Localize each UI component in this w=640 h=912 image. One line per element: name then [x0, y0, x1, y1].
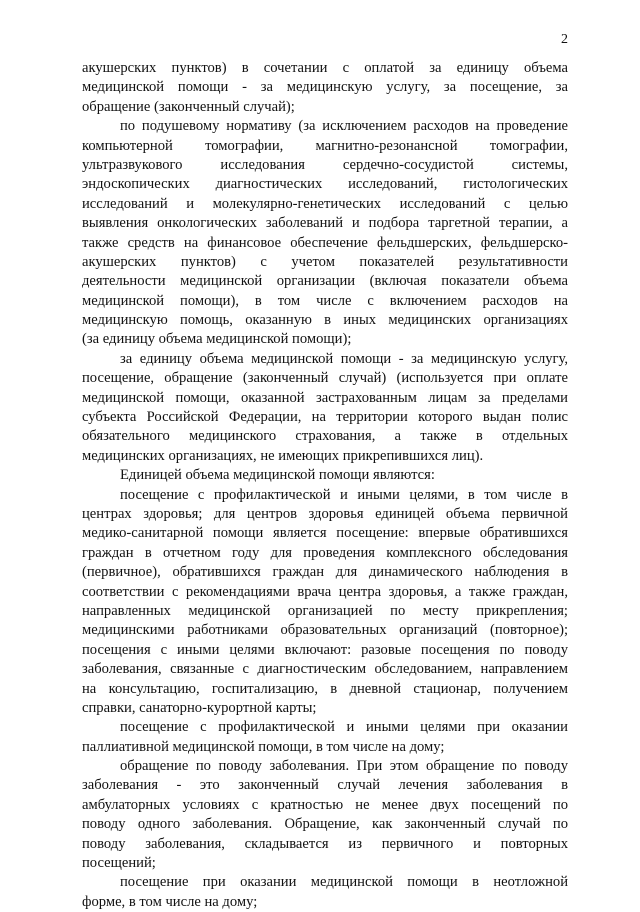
text-line: акушерских пунктов) с учетом показателей результативности: [82, 253, 568, 270]
text-line: посещения с иными целями включают: разовые посещения по поводу: [82, 641, 568, 658]
text-line: ультразвукового исследования сердечно-сосудистой системы,: [82, 156, 568, 173]
text-line: медицинскую помощь, оказанную в иных медицинских организациях: [82, 312, 568, 329]
text-line: справки, санаторно-курортной карты;: [82, 699, 317, 716]
text-line: обращение по поводу заболевания. При этом обращение по поводу: [120, 758, 568, 775]
text-line: деятельности медицинской организации (включая показатели объема: [82, 273, 568, 290]
text-line: медицинских организациях, не имеющих прикрепившихся лиц).: [82, 447, 484, 464]
text-line: поводу заболевания, складывается из первичного и повторных: [82, 835, 568, 852]
text-line: форме, в том числе на дому;: [82, 893, 258, 910]
text-line: соответствии с рекомендациями врача центра здоровья, а также граждан,: [82, 583, 568, 600]
text-line: эндоскопических диагностических исследований, гистологических: [82, 176, 568, 193]
text-line: исследований и молекулярно-генетических исследований с целью: [82, 195, 568, 212]
text-line: Единицей объема медицинской помощи являются:: [120, 467, 435, 484]
text-line: выявления онкологических заболеваний и подбора таргетной терапии, а: [82, 215, 568, 232]
text-line: по подушевому нормативу (за исключением расходов на проведение: [120, 118, 568, 135]
text-line: также средств на финансовое обеспечение фельдшерских, фельдшерско-: [82, 234, 568, 251]
text-line: медицинской помощи, оказанной застрахованным лицам за пределами: [82, 389, 568, 406]
text-line: обращение (законченный случай);: [82, 98, 295, 115]
text-line: субъекта Российской Федерации, на территории которого выдан полис: [82, 409, 568, 426]
text-line: поводу одного заболевания. Обращение, как законченный случай по: [82, 816, 568, 833]
text-line: (первичное), обратившихся граждан для динамического наблюдения в: [82, 564, 568, 581]
text-line: центрах здоровья; для центров здоровья единицей объема первичной: [82, 505, 568, 522]
text-line: за единицу объема медицинской помощи - за медицинскую услугу,: [120, 350, 568, 367]
document-body: [82, 59, 568, 912]
text-line: посещение, обращение (законченный случай) (используется при оплате: [82, 370, 568, 387]
text-line: компьютерной томографии, магнитно-резонансной томографии,: [82, 137, 568, 154]
text-line: акушерских пунктов) в сочетании с оплатой за единицу объема: [82, 60, 568, 76]
text-line: посещение с профилактической и иными целями, в том числе в: [120, 486, 568, 503]
text-line: посещений;: [82, 855, 156, 872]
text-line: паллиативной медицинской помощи, в том числе на дому;: [82, 738, 445, 755]
text-line: обязательного медицинского страхования, а также в отдельных: [82, 428, 568, 445]
text-line: посещение при оказании медицинской помощи в неотложной: [120, 874, 568, 891]
text-line: амбулаторных условиях с кратностью не менее двух посещений по: [82, 796, 568, 813]
text-line: заболевания - это законченный случай лечения заболевания в: [82, 777, 568, 794]
page-number: 2: [561, 32, 568, 47]
text-line: (за единицу объема медицинской помощи);: [82, 331, 352, 348]
text-line: граждан в отчетном году для проведения комплексного обследования: [82, 544, 568, 561]
text-line: медико-санитарной помощи является посещение: впервые обратившихся: [82, 525, 568, 542]
text-line: медицинскими работниками образовательных организаций (повторное);: [82, 622, 568, 639]
text-line: медицинской помощи - за медицинскую услугу, за посещение, за: [82, 79, 568, 96]
text-line: заболевания, связанные с диагностическим обследованием, направлением: [82, 661, 568, 678]
text-line: посещение с профилактической и иными целями при оказании: [120, 719, 568, 736]
text-line: на консультацию, госпитализацию, в дневной стационар, получением: [82, 680, 568, 697]
text-line: направленных медицинской организацией по месту прикрепления;: [82, 602, 568, 619]
text-line: медицинской помощи), в том числе с включением расходов на: [82, 292, 568, 309]
